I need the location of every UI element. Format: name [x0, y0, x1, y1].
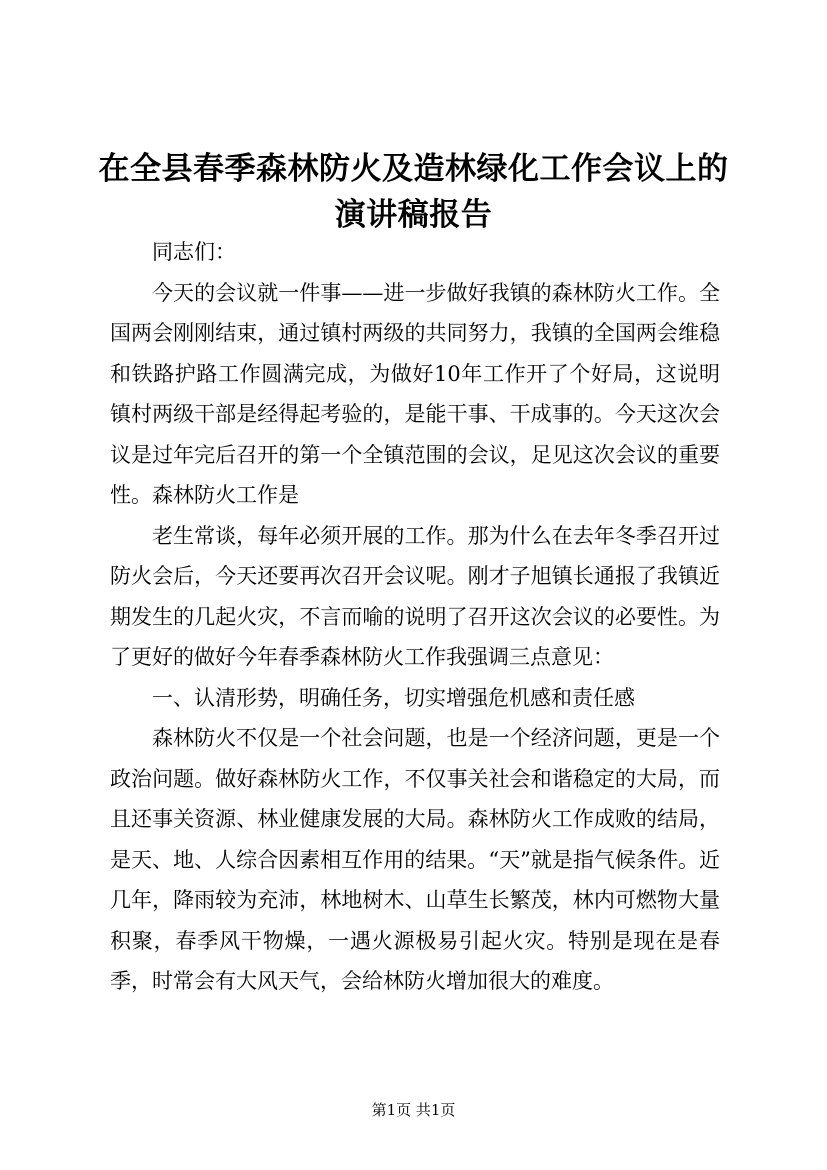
document-title: 在全县春季森林防火及造林绿化工作会议上的演讲稿报告	[98, 151, 729, 233]
body-paragraph: 森林防火不仅是一个社会问题，也是一个经济问题，更是一个政治问题。做好森林防火工作，不仅事关社会和谐稳定的大局，而且还事关资源、林业健康发展的大局。森林防火工作成败的结局，是天、地、人综合因素相互作用的结果。“天”就是指气候条件。近几年，降雨较为充沛，林地树木、山草生长繁茂，林内可燃物大量积聚，春季风干物燥，一遇火源极易引起火灾。特别是现在是春季，时常会有大风天气，会给林防火增加很大的难度。	[110, 726, 720, 993]
salutation-paragraph: 同志们：	[152, 240, 236, 264]
body-paragraph: 老生常谈，每年必须开展的工作。那为什么在去年冬季召开过防火会后，今天还要再次召开会议呢。刚才子旭镇长通报了我镇近期发生的几起火灾，不言而喻的说明了召开这次会议的必要性。为了更好的做好今年春季森林防火工作我强调三点意见：	[110, 523, 720, 669]
section-heading: 一、认清形势，明确任务，切实增强危机感和责任感	[152, 685, 635, 710]
body-paragraph: 今天的会议就一件事——进一步做好我镇的森林防火工作。全国两会刚刚结束，通过镇村两级的共同努力，我镇的全国两会维稳和铁路护路工作圆满完成，为做好10年工作开了个好局，这说明镇村两级干部是经得起考验的，是能干事、干成事的。今天这次会议是过年完后召开的第一个全镇范围的会议，足见这次会议的重要性。森林防火工作是	[110, 280, 720, 507]
document-body	[110, 232, 720, 1002]
page-footer: 第1页 共1页	[371, 1101, 456, 1119]
